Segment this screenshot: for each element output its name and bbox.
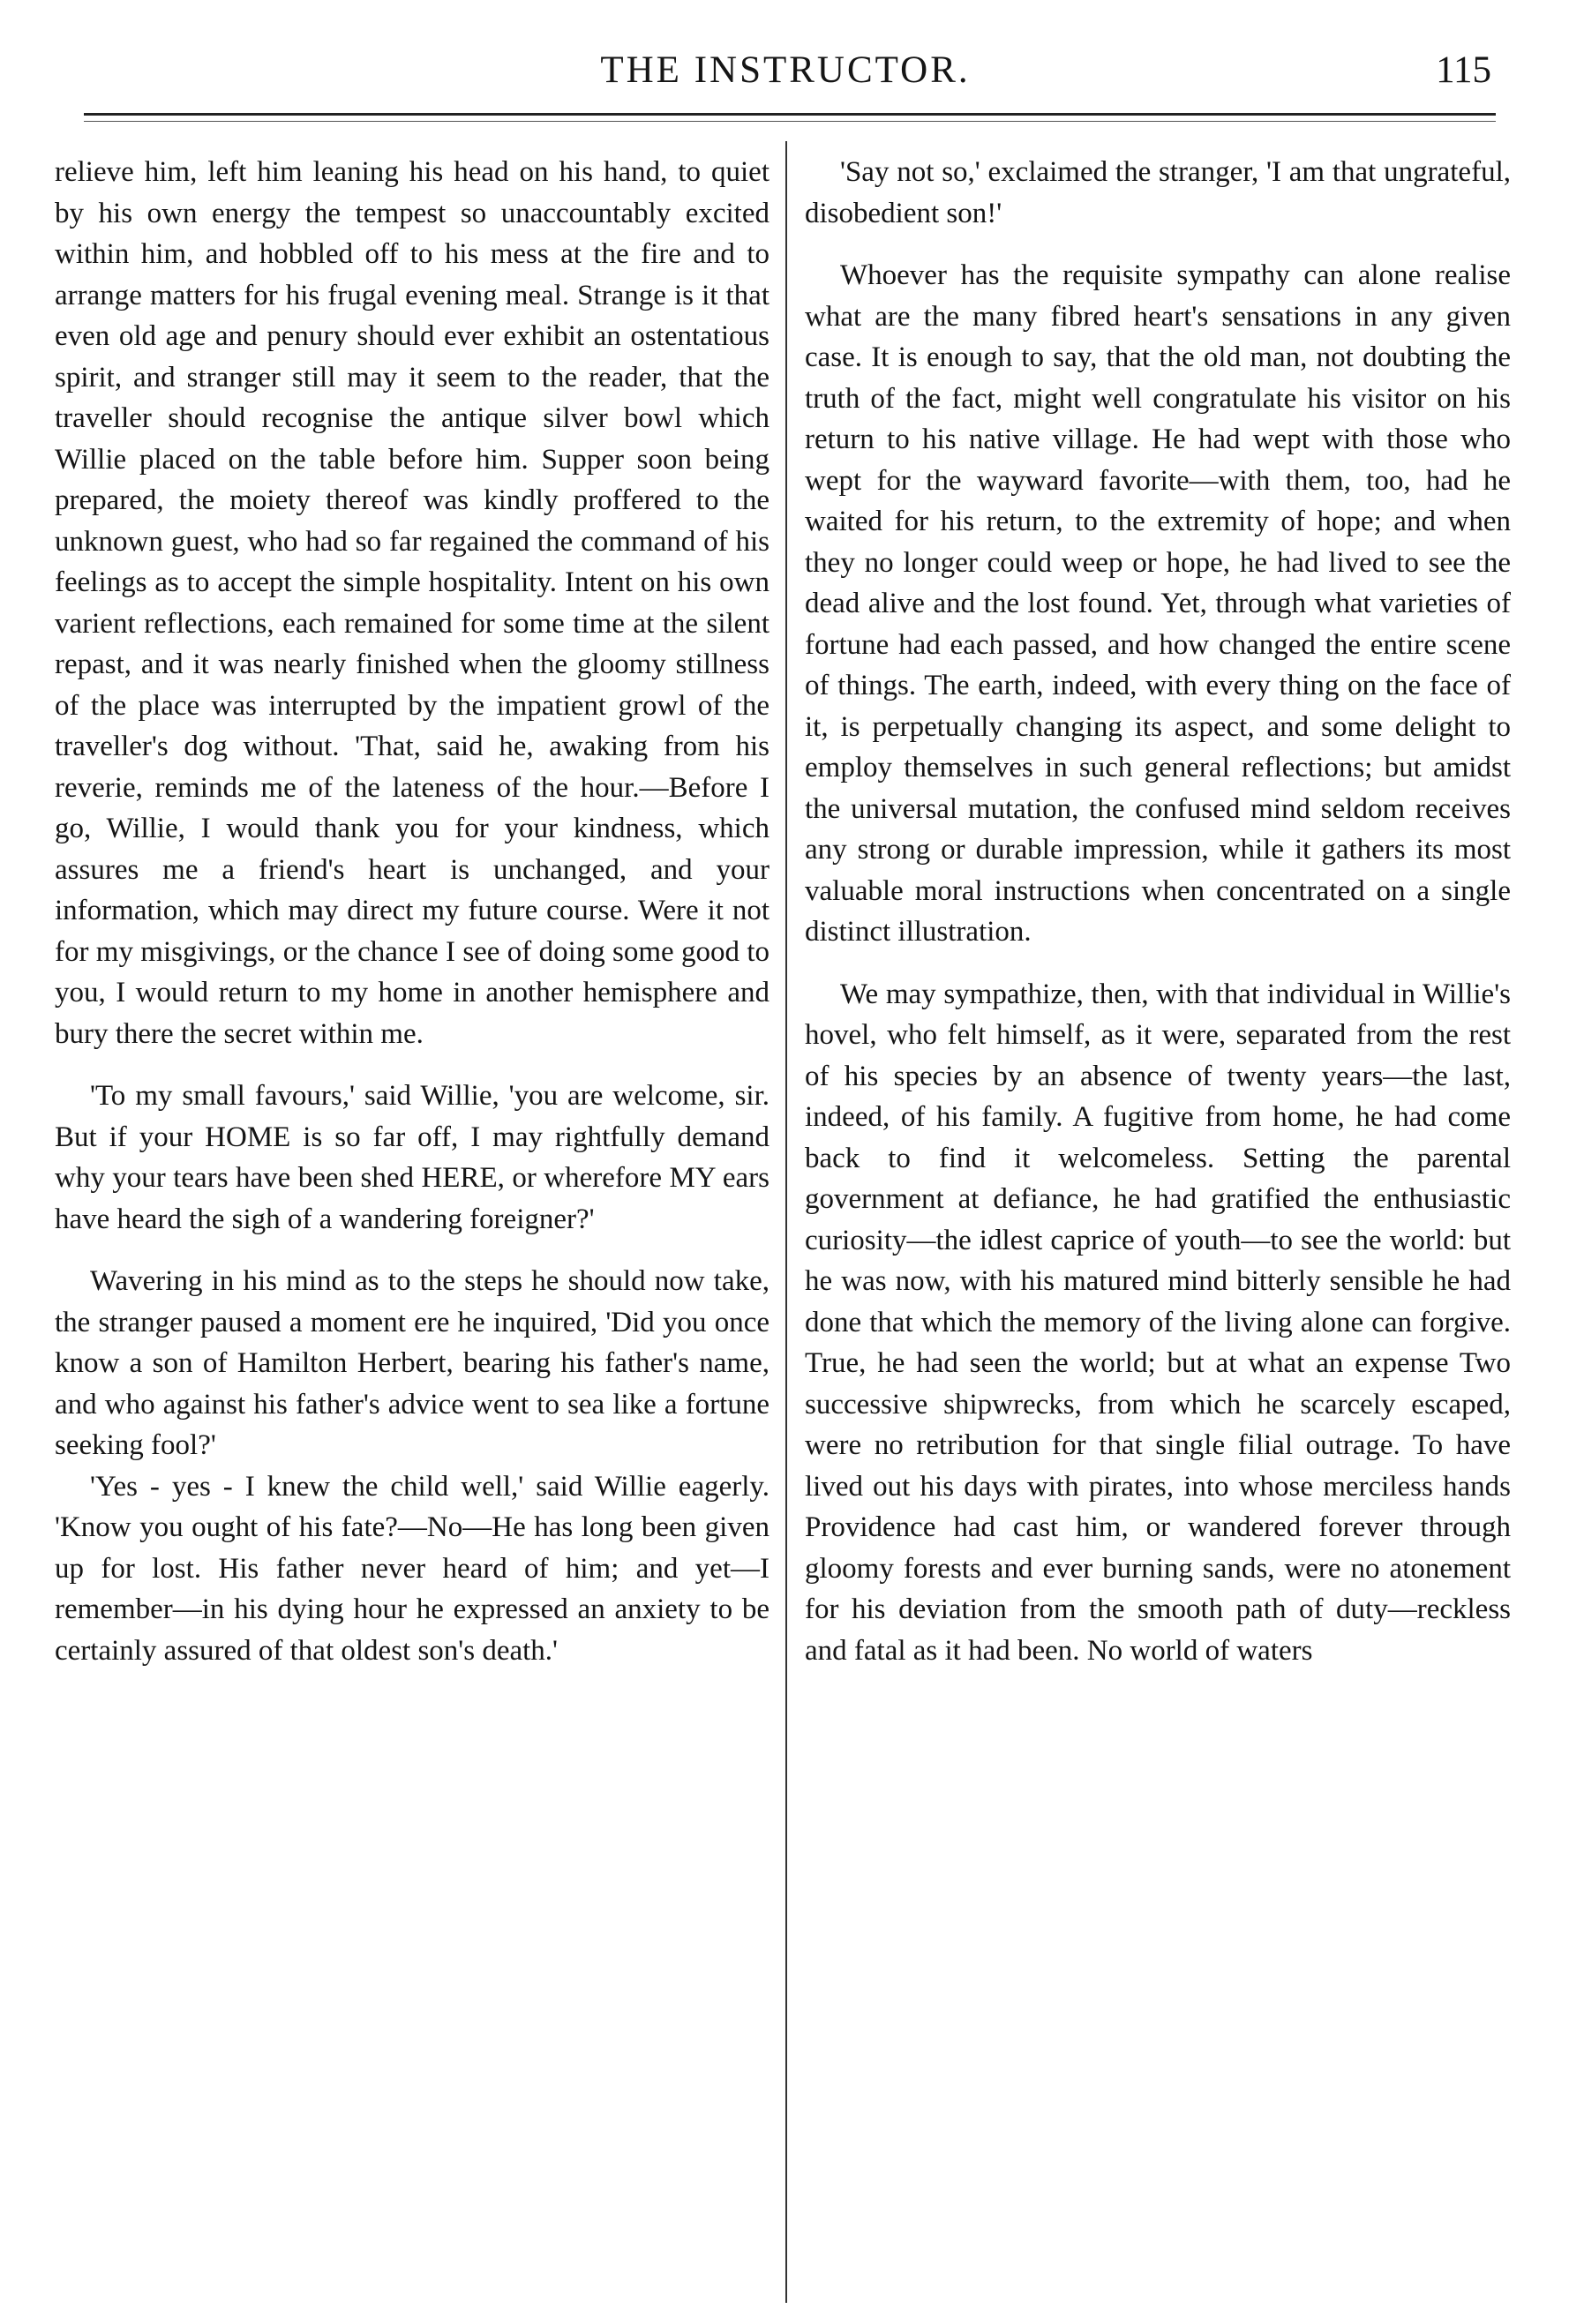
paragraph: 'To my small favours,' said Willie, 'you are welcome, sir. But if your HOME is so far off, I may rightfully demand why your tears have been shed HERE, or wherefore MY ears have heard the sigh of a wandering foreigner?' (55, 1080, 769, 1235)
paragraph: We may sympathize, then, with that individual in Willie's hovel, who felt himself, as it were, separated from the rest of his species by an absence of twenty years—the last, indeed, of his family. A fugitive from home, he had come back to find it welcomeless. Setting the parental government at defiance, he had gratified the enthusiastic curiosity—the idlest caprice of youth—to see the world: but he was now, with his matured mind bitterly sensible he had done that which the memory of the living alone can forgive. True, he had seen the world; but at what an expense Two successive shipwrecks, from which he scarcely escaped, were no retribution for that single filial outrage. To have lived out his days with pirates, into whose merciless hands Providence had cast him, or wandered forever through gloomy forests and ever burning sands, were no atonement for his deviation from the smooth path of duty—reckless and fatal as it had been. No world of waters (805, 978, 1511, 1667)
header-rule-thin (84, 121, 1496, 122)
running-head (79, 44, 1491, 97)
page-number: 115 (1436, 49, 1491, 91)
journal-title: THE INSTRUCTOR. (600, 49, 971, 91)
left-column (55, 152, 769, 1671)
paragraph: relieve him, left him leaning his head on his hand, to quiet by his own energy the tempest so unaccountably excited within him, and hobbled off to his mess at the fire and to arrange matters for his frugal evening meal. Strange is it that even old age and penury should ever exhibit an ostentatious spirit, and stranger still may it seem to the reader, that the traveller should recognise the antique silver bowl which Willie placed on the table before him. Supper soon being prepared, the moiety thereof was kindly proffered to the unknown guest, who had so far regained the command of his feelings as to accept the simple hospitality. Intent on his own varient reflections, each remained for some time at the silent repast, and it was nearly finished when the gloomy stillness of the place was interrupted by the impatient growl of the traveller's dog without. 'That, said he, awaking from his reverie, reminds me of the lateness of the hour.—Before I go, Willie, I would thank you for your kindness, which assures me a friend's heart is unchanged, and your information, which may direct my future course. Were it not for my misgivings, or the chance I see of doing some good to you, I would return to my home in another hemisphere and bury there the secret within me. (55, 156, 769, 1050)
right-column (805, 152, 1511, 1671)
paragraph: 'Yes - yes - I knew the child well,' said Willie eagerly. 'Know you ought of his fate?—No—He has long been given up for lost. His father never heard of him; and yet—I remember—in his dying hour he expressed an anxiety to be certainly assured of that oldest son's death.' (55, 1470, 769, 1667)
header-rule (84, 113, 1496, 116)
paragraph: Whoever has the requisite sympathy can alone realise what are the many fibred heart's sensations in any given case. It is enough to say, that the old man, not doubting the truth of the fact, might well congratulate his visitor on his return to his native village. He had wept with those who wept for the wayward favorite—with them, too, had he waited for his return, to the extremity of hope; and when they no longer could weep or hope, he had lived to see the dead alive and the lost found. Yet, through what varieties of fortune had each passed, and how changed the entire scene of things. The earth, indeed, with every thing on the face of it, is perpetually changing its aspect, and some delight to employ themselves in such general reflections; but amidst the universal mutation, the confused mind seldom receives any strong or durable impression, while it gathers its most valuable moral instructions when concentrated on a single distinct illustration. (805, 259, 1511, 948)
paragraph: Wavering in his mind as to the steps he should now take, the stranger paused a moment ere he inquired, 'Did you once know a son of Hamilton Herbert, bearing his father's name, and who against his father's advice went to sea like a fortune seeking fool?' (55, 1265, 769, 1461)
paragraph: 'Say not so,' exclaimed the stranger, 'I am that ungrateful, disobedient son!' (805, 156, 1511, 229)
column-divider (785, 141, 787, 2303)
